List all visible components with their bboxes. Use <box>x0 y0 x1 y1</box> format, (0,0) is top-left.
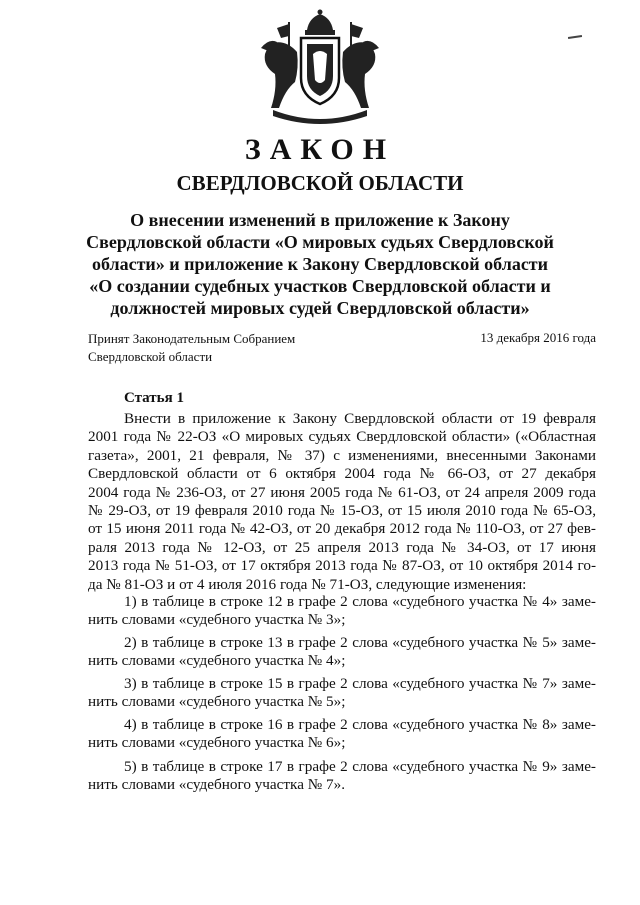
text-line: 3) в таблице в строке 15 в графе 2 слова «судебного участка № 7» заме- <box>124 675 596 692</box>
adoption-authority-line: Принят Законодательным Собранием <box>88 331 296 346</box>
law-name-line: должностей мировых судей Свердловской области» <box>110 298 530 318</box>
coat-of-arms-emblem <box>255 8 385 126</box>
text-line: Внести в приложение к Закону Свердловской области от 19 февраля <box>124 410 596 427</box>
law-name <box>0 209 640 319</box>
article-heading: Статья 1 <box>124 390 184 406</box>
law-name-line: О внесении изменений в приложение к Закону <box>130 210 510 230</box>
text-line: 2013 года № 51-ОЗ, от 17 октября 2013 года № 87-ОЗ, от 10 октября 2014 го- <box>88 557 596 575</box>
article-item <box>88 758 596 795</box>
scan-mark <box>568 35 582 39</box>
text-line: нить словами «судебного участка № 5»; <box>88 693 346 711</box>
article-item <box>88 593 596 630</box>
text-line: 4) в таблице в строке 16 в графе 2 слова «судебного участка № 8» заме- <box>124 716 596 733</box>
adoption-authority-line: Свердловской области <box>88 349 213 364</box>
article-item <box>88 675 596 712</box>
law-name-line: области» и приложение к Закону Свердловской области <box>91 254 549 274</box>
article-item <box>88 716 596 753</box>
text-line: нить словами «судебного участка № 7». <box>88 776 346 794</box>
text-line: 1) в таблице в строке 12 в графе 2 слова «судебного участка № 4» заме- <box>124 593 596 610</box>
document-subtitle: СВЕРДЛОВСКОЙ ОБЛАСТИ <box>176 171 464 195</box>
text-line: нить словами «судебного участка № 3»; <box>88 611 346 629</box>
adoption-authority <box>88 330 295 366</box>
text-line: от 15 июня 2011 года № 42-ОЗ, от 20 декабря 2012 года № 110-ОЗ, от 27 фев- <box>88 520 596 538</box>
text-line: 5) в таблице в строке 17 в графе 2 слова «судебного участка № 9» заме- <box>124 758 596 775</box>
coat-of-arms-icon <box>255 8 385 126</box>
text-line: № 29-ОЗ, от 19 февраля 2010 года № 15-ОЗ, от 15 июля 2010 года № 65-ОЗ, <box>88 502 596 520</box>
law-name-line: Свердловской области «О мировых судьях Свердловской <box>86 232 554 252</box>
text-line: 2004 года № 236-ОЗ, от 27 июня 2005 года № 61-ОЗ, от 24 апреля 2009 года <box>88 483 596 501</box>
text-line: раля 2013 года № 12-ОЗ, от 25 апреля 2013 года № 34-ОЗ, от 17 июня <box>88 538 596 556</box>
text-line: да № 81-ОЗ и от 4 июля 2016 года № 71-ОЗ, следующие изменения: <box>88 575 527 593</box>
text-line: нить словами «судебного участка № 6»; <box>88 734 346 752</box>
text-line: нить словами «судебного участка № 4»; <box>88 652 346 670</box>
text-line: Свердловской области от 6 октября 2004 года № 66-ОЗ, от 27 декабря <box>88 465 596 483</box>
article-intro-paragraph <box>88 410 596 594</box>
article-item <box>88 634 596 671</box>
document-title: ЗАКОН <box>244 133 396 166</box>
adoption-date: 13 декабря 2016 года <box>480 330 596 345</box>
text-line: газета», 2001, 21 февраля, № 37) с изменениями, внесенными Законами <box>88 446 596 464</box>
text-line: 2) в таблице в строке 13 в графе 2 слова «судебного участка № 5» заме- <box>124 634 596 651</box>
text-line: 2001 года № 22-ОЗ «О мировых судьях Свердловской области» («Областная <box>88 428 596 446</box>
law-name-line: «О создании судебных участков Свердловской области и <box>89 276 551 296</box>
